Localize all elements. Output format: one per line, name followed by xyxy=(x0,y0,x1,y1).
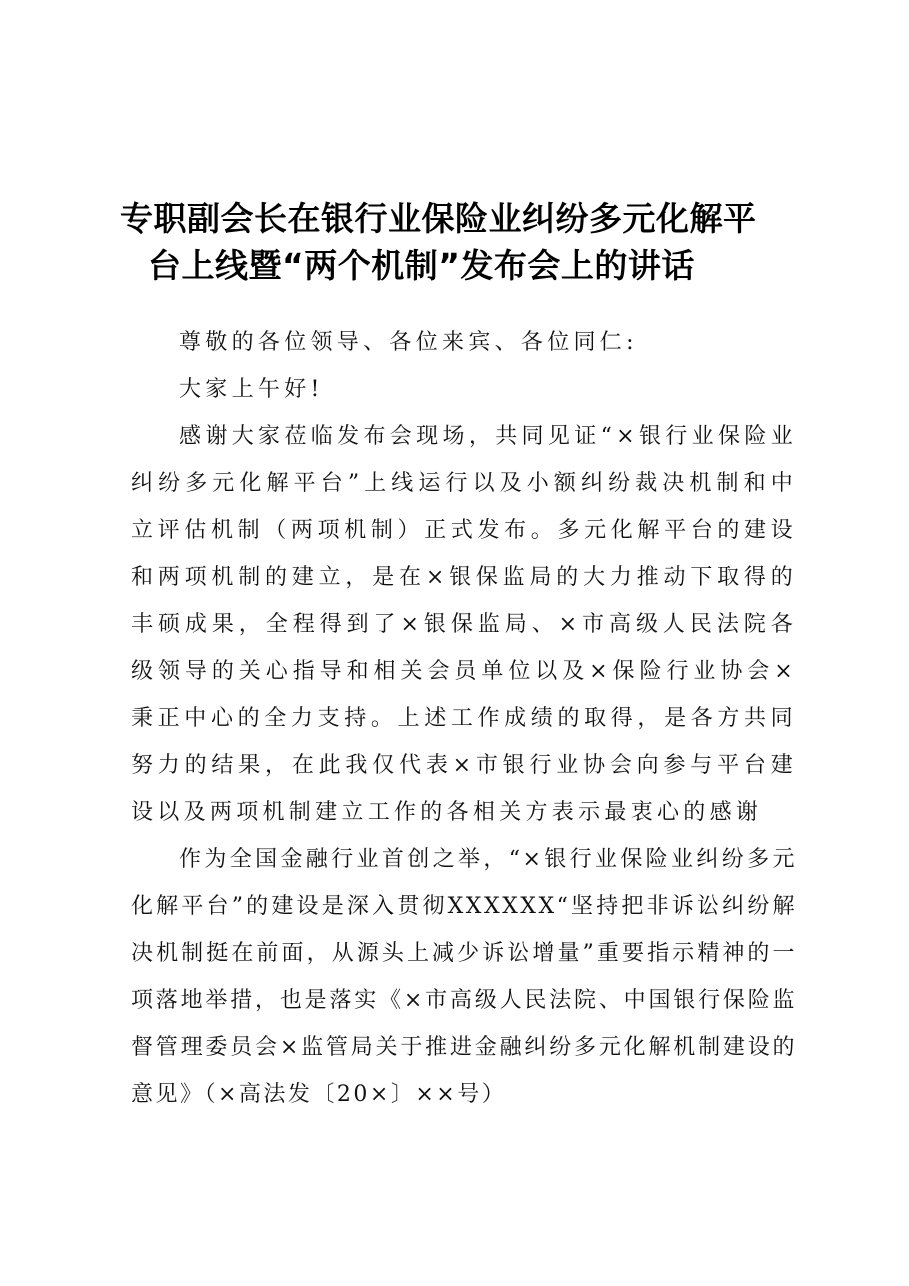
title-line-1: 专职副会长在银行业保险业纠纷多元化解平 xyxy=(120,199,757,238)
salutation-paragraph: 尊敬的各位领导、各位来宾、各位同仁: xyxy=(179,330,638,355)
document-title xyxy=(120,195,820,289)
document-body xyxy=(131,319,797,1118)
body-paragraph: 感谢大家莅临发布会现场，共同见证“×银行业保险业纠纷多元化解平台”上线运行以及小额纠纷裁决机制和中立评估机制（两项机制）正式发布。多元化解平台的建设和两项机制的建立，是在×银保监局的大力推动下取得的丰硕成果，全程得到了×银保监局、×市高级人民法院各级领导的关心指导和相关会员单位以及×保险行业协会×秉正中心的全力支持。上述工作成绩的取得，是各方共同努力的结果，在此我仅代表×市银行业协会向参与平台建设以及两项机制建立工作的各相关方表示最衷心的感谢 xyxy=(131,424,797,825)
body-paragraph: 作为全国金融行业首创之举，“×银行业保险业纠纷多元化解平台”的建设是深入贯彻XXXXXX“坚持把非诉讼纠纷解决机制挺在前面，从源头上减少诉讼增量”重要指示精神的一项落地举措，也是落实《×市高级人民法院、中国银行保险监督管理委员会×监管局关于推进金融纠纷多元化解机制建设的意见》（×高法发〔20×〕××号） xyxy=(131,847,797,1107)
title-line-2: 台上线暨“两个机制”发布会上的讲话 xyxy=(148,246,695,285)
greeting-paragraph: 大家上午好! xyxy=(179,377,324,402)
